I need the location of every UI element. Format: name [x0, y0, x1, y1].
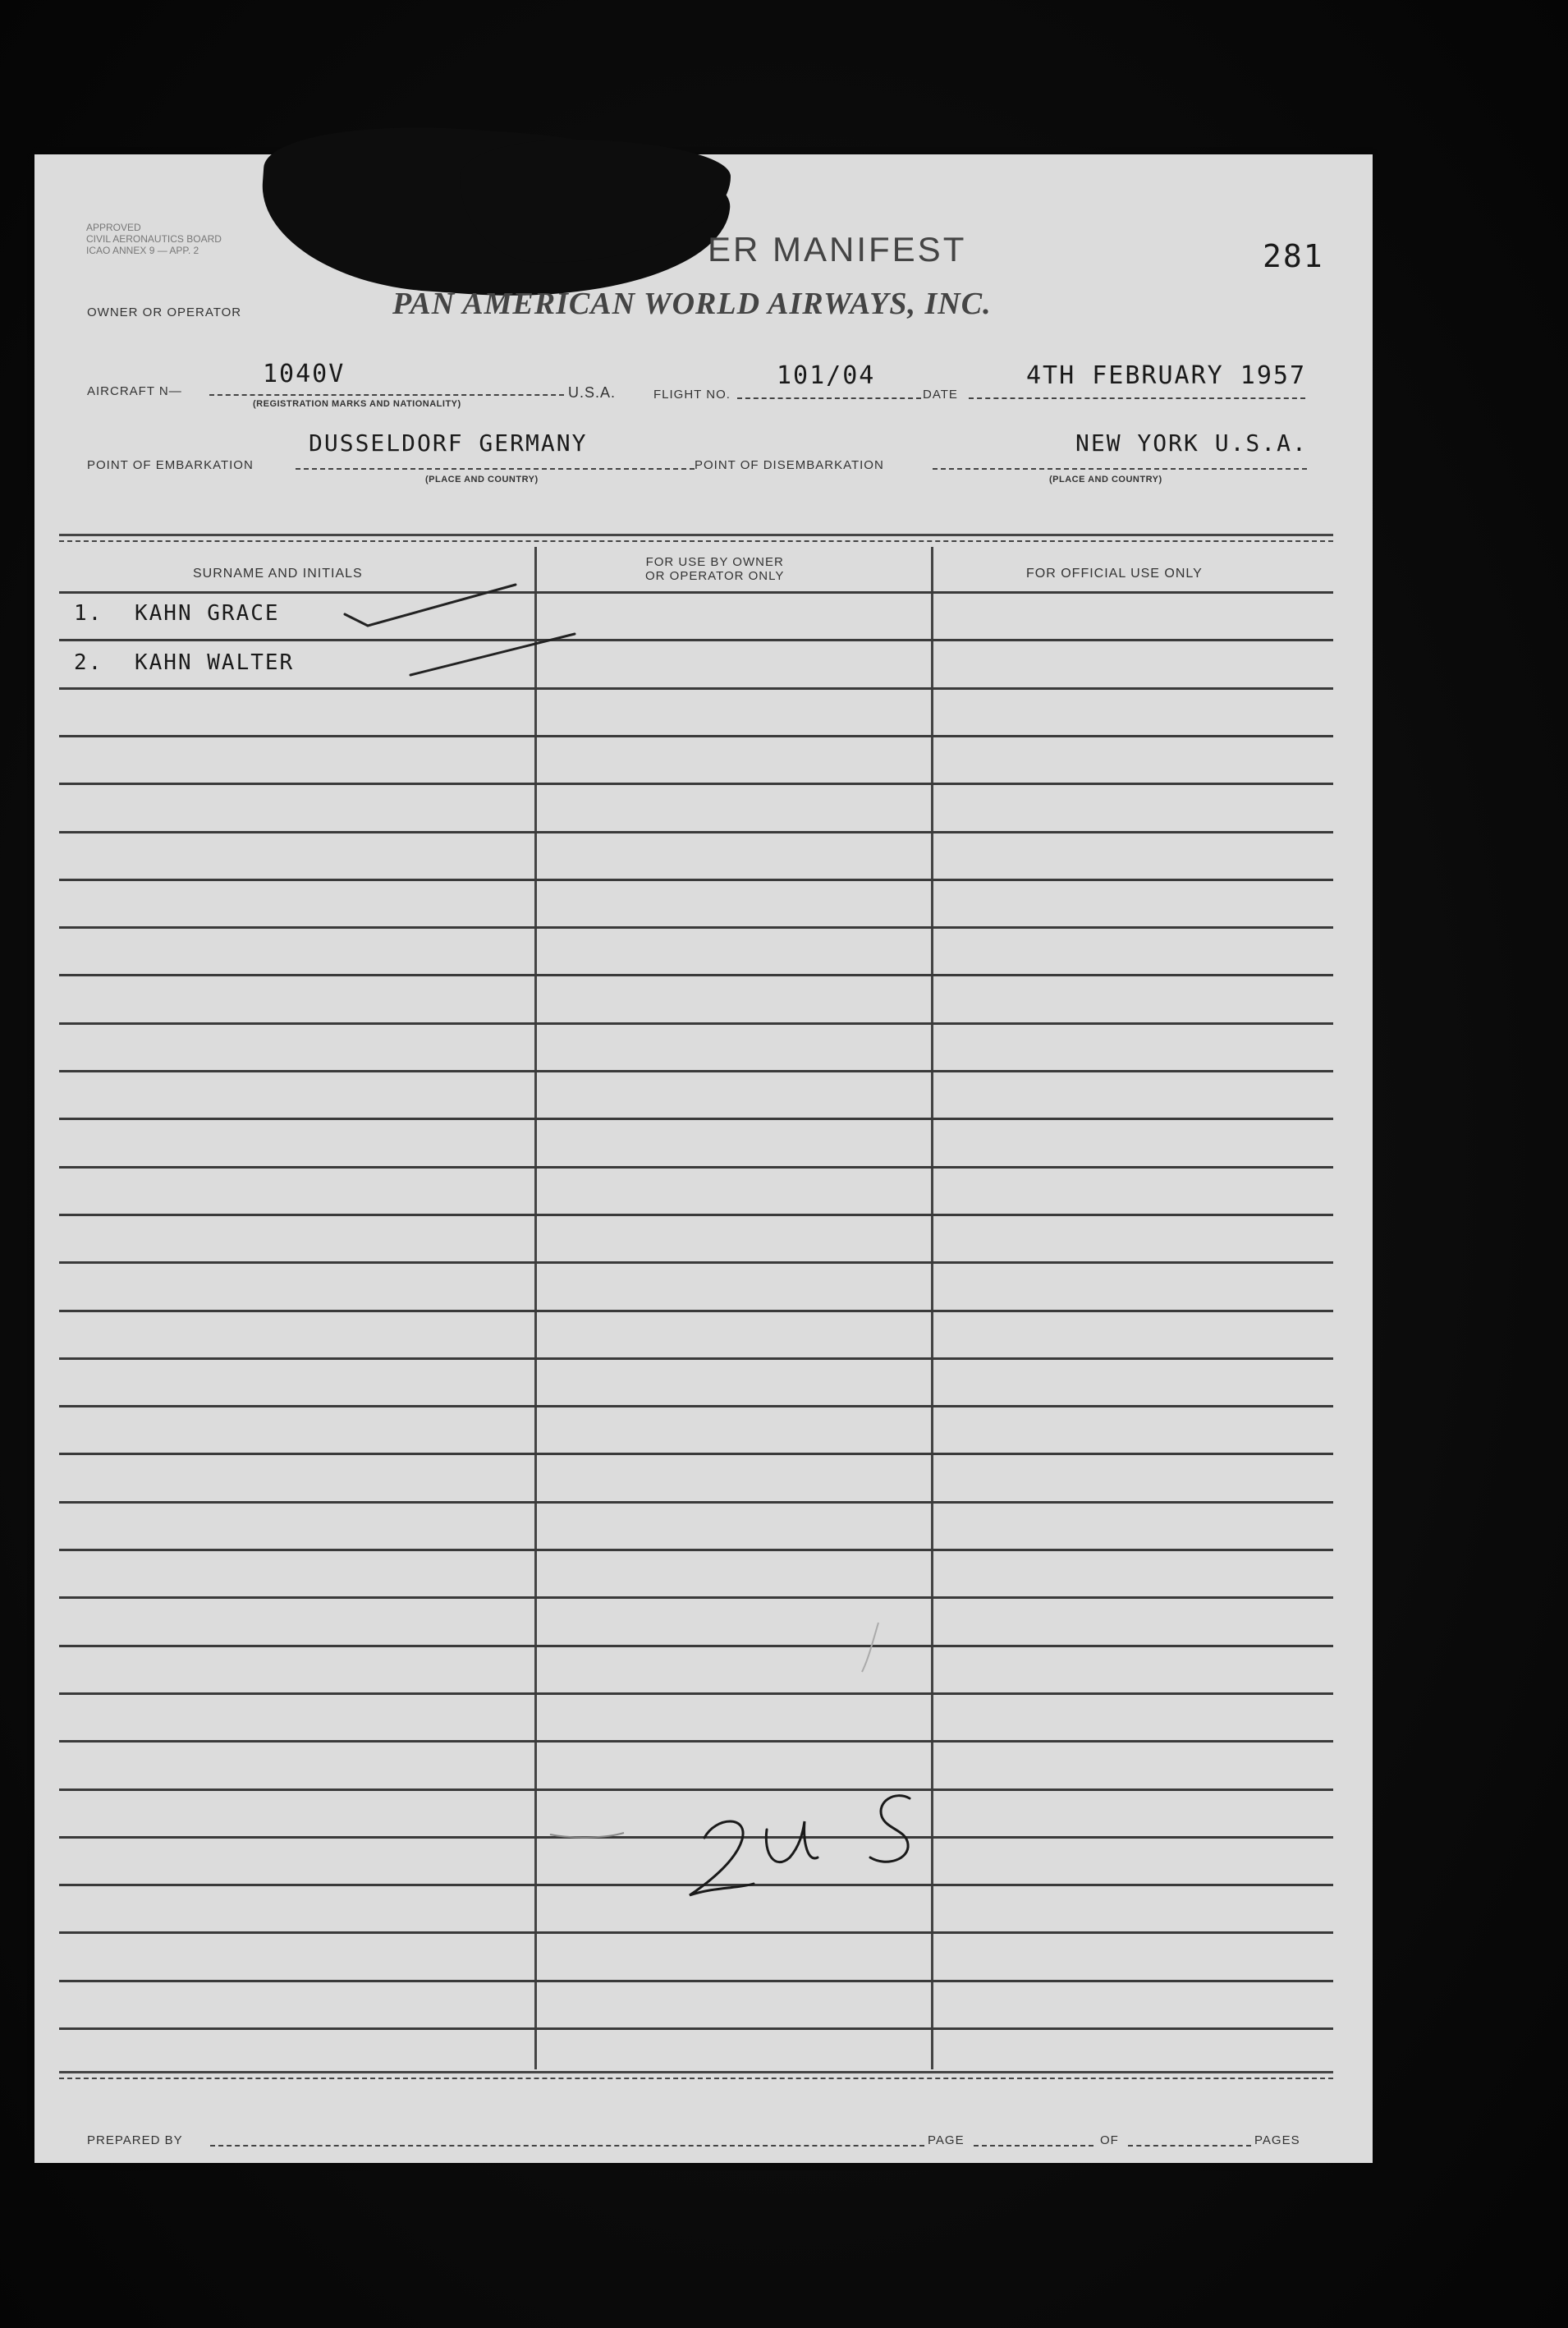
- of-label: OF: [1100, 2133, 1119, 2147]
- approval-line: ICAO ANNEX 9 — APP. 2: [86, 245, 199, 256]
- aircraft-sublabel: (REGISTRATION MARKS AND NATIONALITY): [253, 399, 461, 409]
- disembarkation-value: NEW YORK U.S.A.: [1075, 429, 1308, 457]
- embarkation-value: DUSSELDORF GERMANY: [309, 429, 588, 457]
- passenger-name: KAHN GRACE: [135, 601, 280, 626]
- checkmark-stroke: [345, 585, 516, 626]
- handwritten-2: [690, 1821, 754, 1895]
- embarkation-label: POINT OF EMBARKATION: [87, 458, 254, 472]
- handwritten-s: [870, 1796, 910, 1862]
- owner-label: OWNER OR OPERATOR: [87, 305, 242, 319]
- passenger-name: KAHN WALTER: [135, 650, 295, 675]
- embarkation-sublabel: (PLACE AND COUNTRY): [425, 475, 539, 484]
- page-label: PAGE: [928, 2133, 965, 2147]
- aircraft-value: 1040V: [263, 360, 346, 388]
- flight-label: FLIGHT NO.: [653, 388, 731, 402]
- owner-value: PAN AMERICAN WORLD AIRWAYS, INC.: [392, 287, 992, 321]
- row-number: 2.: [74, 650, 103, 675]
- usa-label: U.S.A.: [568, 384, 617, 401]
- of-underline: [1128, 2145, 1251, 2147]
- column-header-surname: SURNAME AND INITIALS: [193, 567, 363, 581]
- disembarkation-sublabel: (PLACE AND COUNTRY): [1049, 475, 1162, 484]
- date-value: 4TH FEBRUARY 1957: [1026, 361, 1307, 390]
- table-bottom-rule-2: [59, 2078, 1333, 2079]
- form-title: ER MANIFEST: [708, 230, 967, 269]
- pages-label: PAGES: [1254, 2133, 1300, 2147]
- date-label: DATE: [923, 388, 958, 402]
- prepared-by-label: PREPARED BY: [87, 2133, 183, 2147]
- aircraft-label: AIRCRAFT N—: [87, 384, 182, 398]
- approval-line: APPROVED: [86, 222, 141, 233]
- page-underline: [974, 2145, 1093, 2147]
- column-header-owner-line: OR OPERATOR ONLY: [645, 569, 785, 583]
- handwritten-u: [766, 1821, 818, 1862]
- faint-mark: [550, 1833, 624, 1838]
- row-number: 1.: [74, 601, 103, 626]
- prepared-by-underline: [210, 2145, 924, 2147]
- column-header-owner-line: FOR USE BY OWNER: [645, 555, 784, 569]
- faint-mark: [862, 1623, 878, 1672]
- flight-value: 101/04: [777, 361, 876, 390]
- checkmark-stroke: [410, 634, 575, 675]
- disembarkation-label: POINT OF DISEMBARKATION: [695, 458, 884, 472]
- page-number: 281: [1263, 238, 1324, 274]
- approval-line: CIVIL AERONAUTICS BOARD: [86, 233, 222, 245]
- table-bottom-rule: [59, 2071, 1333, 2073]
- column-header-official: FOR OFFICIAL USE ONLY: [1026, 567, 1203, 581]
